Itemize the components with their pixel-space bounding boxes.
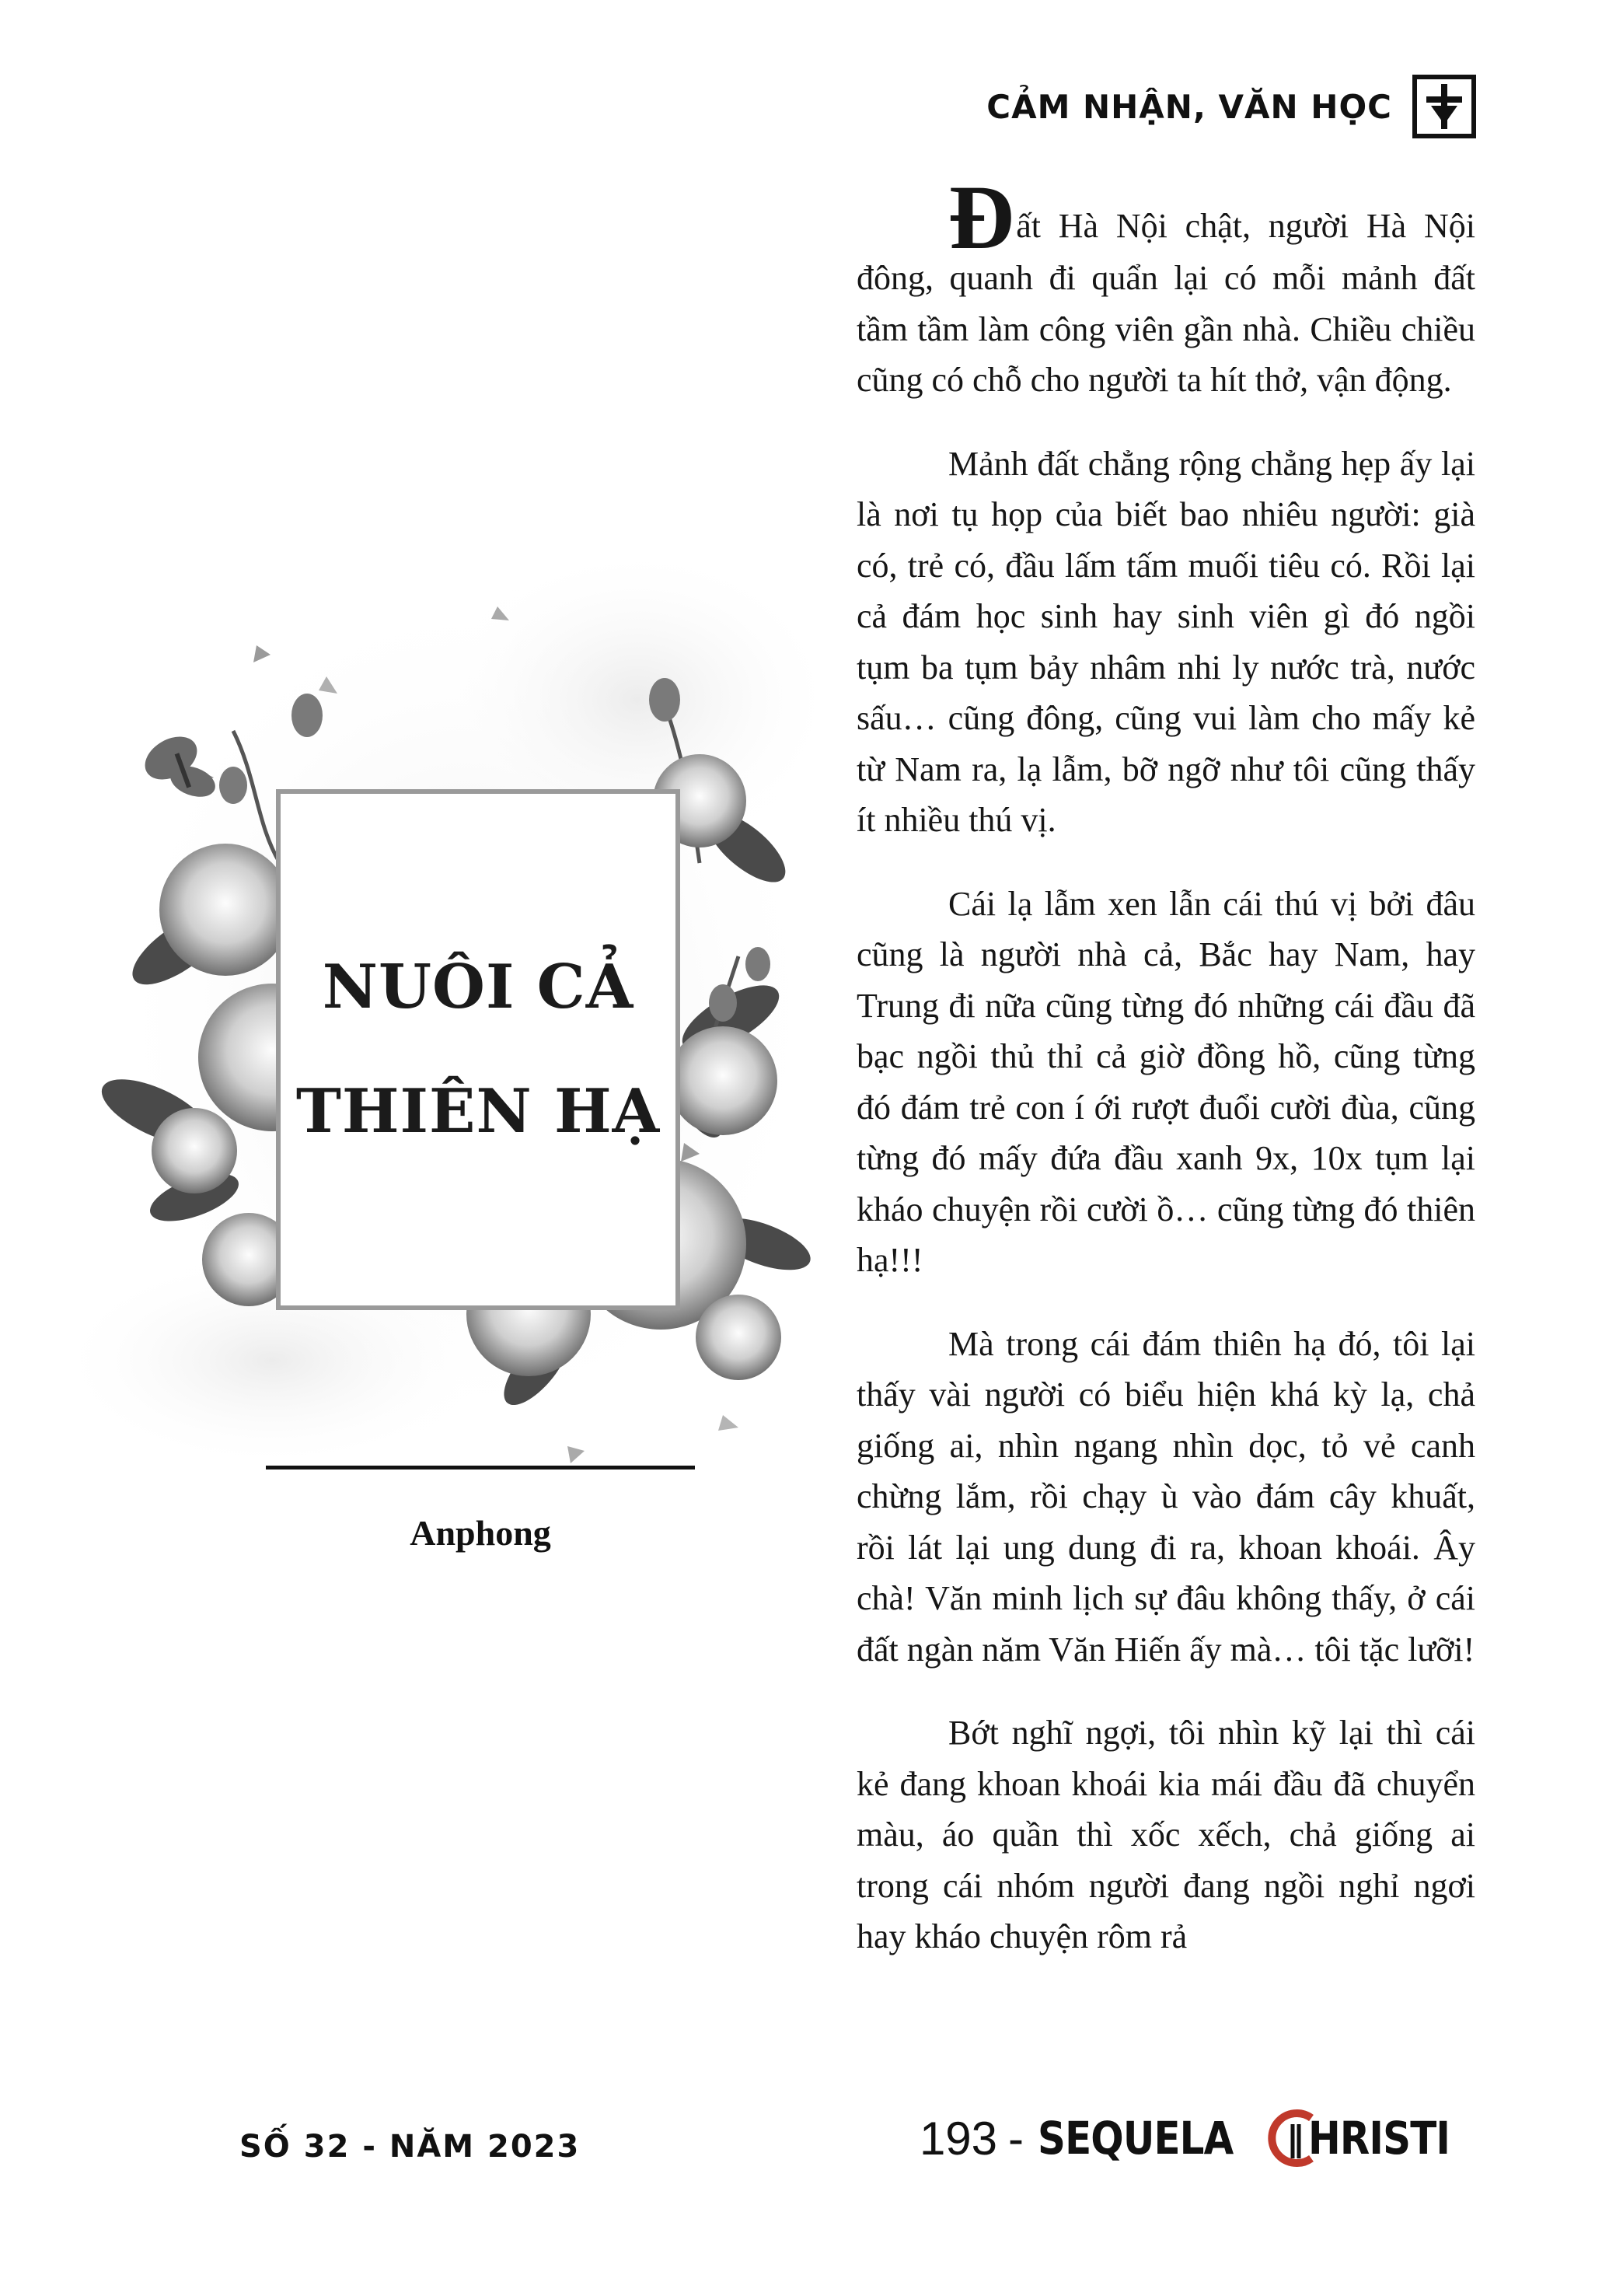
paragraph-2: Mảnh đất chẳng rộng chẳng hẹp ấy lại là nơi tụ họp của biết bao nhiêu người: già có, trẻ có, đầu lấm tấm muối tiêu có. Rồi lại cả đám học sinh hay sinh viên gì đó ngồi tụm ba tụm bảy nhâm nhi ly nước trà, nước sấu… cũng đông, cũng vui làm cho mấy kẻ từ Nam ra, lạ lẫm, bỡ ngỡ như tôi cũng thấy ít nhiều thú vị. [857, 444, 1475, 839]
issue-label: SỐ 32 - NĂM 2023 [239, 2129, 581, 2165]
page-header [986, 75, 1476, 138]
author-divider [266, 1466, 695, 1470]
page-footer [920, 2107, 1473, 2169]
section-title: CẢM NHẬN, VĂN HỌC [986, 87, 1392, 126]
brand-text-part-2: HRISTI [1308, 2112, 1450, 2165]
paragraph-1 [857, 166, 1475, 406]
paragraph-3: Cái lạ lẫm xen lẫn cái thú vị bởi đâu cũng là người nhà cả, Bắc hay Nam, hay Trung đi nữa cũng từng đó những cái đầu đã bạc ngồi thủ thỉ cả giờ đồng hồ, cũng từng đó đám trẻ con í ới rượt đuổi cười đùa, cũng từng đó mấy đứa đầu xanh 9x, 10x tụm lại kháo chuyện rồi cười ồ… cũng từng đó thiên hạ!!! [857, 884, 1475, 1279]
paragraph-1-text: ất Hà Nội chật, người Hà Nội đông, quanh đi quẩn lại có mỗi mảnh đất tầm tầm làm công viên gần nhà. Chiều chiều cũng có chỗ cho người ta hít thở, vận động. [857, 207, 1475, 399]
page-number: 193 [919, 2112, 998, 2165]
title-frame [276, 789, 680, 1310]
sequela-christi-logo [1038, 2107, 1473, 2169]
drop-cap: Đ [948, 166, 1015, 268]
brand-text-part-1: SEQUELA [1038, 2112, 1234, 2165]
article-title-line-2: THIÊN HẠ [295, 1076, 661, 1147]
page-separator: - [1008, 2112, 1024, 2165]
paragraph-5: Bớt nghĩ ngợi, tôi nhìn kỹ lại thì cái kẻ đang khoan khoái kia mái đầu đã chuyển màu, áo quần thì xốc xếch, chả giống ai trong cái nhóm người đang ngồi nghỉ ngơi hay kháo chuyện rôm rả [857, 1714, 1475, 1955]
author-name: Anphong [410, 1513, 551, 1553]
article-body [857, 166, 1475, 1995]
article-title-line-1: NUÔI CẢ [322, 952, 634, 1022]
paragraph-4: Mà trong cái đám thiên hạ đó, tôi lại thấy vài người có biểu hiện khá kỳ lạ, chả giống ai, nhìn ngang nhìn dọc, tỏ vẻ canh chừng lắm, rồi chạy ù vào đám cây khuất, rồi lát lại ung dung đi ra, khoan khoái. Ây chà! Văn minh lịch sự đâu không thấy, ở cái đất ngàn năm Văn Hiến ấy mà… tôi tặc lưỡi! [857, 1324, 1475, 1669]
cross-logo-icon [1412, 75, 1476, 138]
